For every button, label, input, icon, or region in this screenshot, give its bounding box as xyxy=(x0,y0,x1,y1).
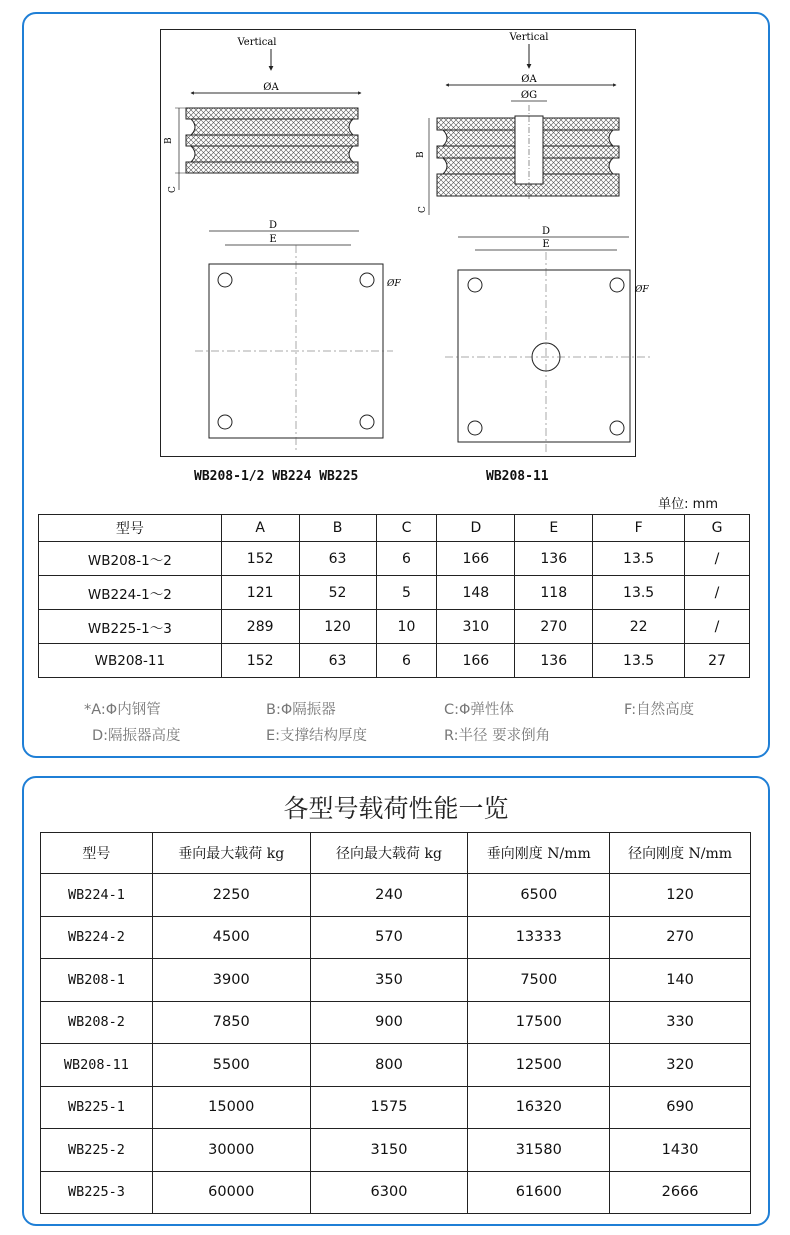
table-cell: 289 xyxy=(221,610,299,644)
table-cell: 13.5 xyxy=(593,576,685,610)
dim-a-label-left: ØA xyxy=(263,82,279,93)
table-cell: 350 xyxy=(310,959,468,1002)
dim-d-label-right: D xyxy=(541,226,551,237)
table-cell: 6 xyxy=(376,644,437,678)
table-row xyxy=(41,1086,751,1129)
dim-d-label-left: D xyxy=(268,220,278,231)
right-plan-view xyxy=(445,226,651,455)
table-cell: 15000 xyxy=(152,1086,310,1129)
table-cell: WB225-3 xyxy=(41,1171,153,1214)
left-plan-view xyxy=(195,220,401,450)
table-cell: WB224-1 xyxy=(41,874,153,917)
table-cell: 5500 xyxy=(152,1044,310,1087)
table-cell: 120 xyxy=(299,610,376,644)
table-cell: 10 xyxy=(376,610,437,644)
table-cell: 270 xyxy=(515,610,593,644)
table-cell: 330 xyxy=(610,1001,751,1044)
table-cell: WB225-2 xyxy=(41,1129,153,1172)
table-row xyxy=(41,1171,751,1214)
table-cell: 16320 xyxy=(468,1086,610,1129)
table-cell: WB208-11 xyxy=(39,644,222,678)
table-cell: 13.5 xyxy=(593,644,685,678)
table-cell: 121 xyxy=(221,576,299,610)
table-cell: WB208-2 xyxy=(41,1001,153,1044)
col-header: F xyxy=(593,515,685,542)
table-row xyxy=(41,1044,751,1087)
table-cell: 61600 xyxy=(468,1171,610,1214)
dim-f-label-right: ØF xyxy=(635,285,649,295)
col-header: 型号 xyxy=(41,833,153,874)
table-cell: 5 xyxy=(376,576,437,610)
table-row xyxy=(41,1001,751,1044)
table-cell: WB224-2 xyxy=(41,916,153,959)
table-cell: 6300 xyxy=(310,1171,468,1214)
dim-a-label-right: ØA xyxy=(521,74,537,85)
table-cell: 240 xyxy=(310,874,468,917)
unit-label: 单位: mm xyxy=(658,497,718,512)
vertical-label-right: Vertical xyxy=(509,32,549,43)
drawing-caption-left: WB208-1/2 WB224 WB225 xyxy=(194,469,359,484)
table-row xyxy=(39,576,750,610)
vertical-label-left: Vertical xyxy=(237,37,277,48)
load-section-title: 各型号载荷性能一览 xyxy=(283,794,509,823)
table-cell: 1430 xyxy=(610,1129,751,1172)
drawing-svg xyxy=(161,30,649,458)
table-row xyxy=(39,610,750,644)
note-r: R:半径 要求倒角 xyxy=(444,728,551,744)
col-header: A xyxy=(221,515,299,542)
table-header-row xyxy=(41,833,751,874)
table-cell: 136 xyxy=(515,644,593,678)
dim-g-label: ØG xyxy=(520,90,538,101)
table-cell: 148 xyxy=(437,576,515,610)
table-cell: WB225-1 xyxy=(41,1086,153,1129)
table-cell: 3150 xyxy=(310,1129,468,1172)
table-row xyxy=(39,542,750,576)
table-cell: 6500 xyxy=(468,874,610,917)
load-table xyxy=(40,832,751,1214)
col-header: B xyxy=(299,515,376,542)
table-row xyxy=(41,959,751,1002)
note-b: B:Φ隔振器 xyxy=(266,702,336,718)
table-cell: 30000 xyxy=(152,1129,310,1172)
table-cell: 152 xyxy=(221,644,299,678)
table-cell: 166 xyxy=(437,542,515,576)
right-side-view xyxy=(416,32,619,215)
table-cell: 166 xyxy=(437,644,515,678)
table-cell: 3900 xyxy=(152,959,310,1002)
col-header: G xyxy=(685,515,750,542)
spec-panel xyxy=(22,12,770,758)
dim-e-label-left: E xyxy=(269,234,277,245)
col-header: 径向刚度 N/mm xyxy=(610,833,751,874)
table-cell: 13.5 xyxy=(593,542,685,576)
table-cell: 7850 xyxy=(152,1001,310,1044)
table-cell: 52 xyxy=(299,576,376,610)
note-f: F:自然高度 xyxy=(624,702,695,718)
table-cell: 60000 xyxy=(152,1171,310,1214)
table-cell: 1575 xyxy=(310,1086,468,1129)
table-cell: 270 xyxy=(610,916,751,959)
note-c: C:Φ弹性体 xyxy=(444,702,514,718)
table-cell: 6 xyxy=(376,542,437,576)
table-cell: 7500 xyxy=(468,959,610,1002)
left-side-view xyxy=(164,37,361,193)
table-header-row xyxy=(39,515,750,542)
table-cell: 63 xyxy=(299,644,376,678)
dim-b-label-left: B xyxy=(164,137,174,144)
table-cell: 12500 xyxy=(468,1044,610,1087)
dimension-table xyxy=(38,514,750,678)
table-cell: 900 xyxy=(310,1001,468,1044)
table-cell: 63 xyxy=(299,542,376,576)
dim-b-label-right: B xyxy=(416,151,426,158)
col-header: 型号 xyxy=(39,515,222,542)
dim-f-label-left: ØF xyxy=(387,279,401,289)
dim-c-label-left: C xyxy=(168,186,178,193)
table-cell: WB208-11 xyxy=(41,1044,153,1087)
dim-e-label-right: E xyxy=(542,239,550,250)
table-row xyxy=(41,874,751,917)
col-header: 径向最大载荷 kg xyxy=(310,833,468,874)
table-cell: / xyxy=(685,576,750,610)
table-cell: 2250 xyxy=(152,874,310,917)
table-row xyxy=(41,916,751,959)
table-cell: 690 xyxy=(610,1086,751,1129)
dim-c-label-right: C xyxy=(418,206,428,213)
table-cell: 310 xyxy=(437,610,515,644)
load-panel xyxy=(22,776,770,1226)
col-header: D xyxy=(437,515,515,542)
table-cell: 4500 xyxy=(152,916,310,959)
table-cell: 570 xyxy=(310,916,468,959)
table-cell: 17500 xyxy=(468,1001,610,1044)
col-header: E xyxy=(515,515,593,542)
col-header: 垂向刚度 N/mm xyxy=(468,833,610,874)
note-a: *A:Φ内钢管 xyxy=(84,702,161,718)
col-header: 垂向最大载荷 kg xyxy=(152,833,310,874)
table-cell: 31580 xyxy=(468,1129,610,1172)
table-cell: 140 xyxy=(610,959,751,1002)
table-row xyxy=(41,1129,751,1172)
table-cell: WB225-1～3 xyxy=(39,610,222,644)
table-cell: 27 xyxy=(685,644,750,678)
col-header: C xyxy=(376,515,437,542)
table-cell: 2666 xyxy=(610,1171,751,1214)
table-row xyxy=(39,644,750,678)
drawing-caption-right: WB208-11 xyxy=(486,469,549,484)
table-cell: 136 xyxy=(515,542,593,576)
table-cell: WB224-1～2 xyxy=(39,576,222,610)
table-cell: / xyxy=(685,542,750,576)
note-d: D:隔振器高度 xyxy=(92,728,181,744)
table-cell: 800 xyxy=(310,1044,468,1087)
table-cell: 152 xyxy=(221,542,299,576)
table-cell: 120 xyxy=(610,874,751,917)
technical-drawing xyxy=(160,29,649,457)
table-cell: 22 xyxy=(593,610,685,644)
table-cell: 13333 xyxy=(468,916,610,959)
table-cell: 320 xyxy=(610,1044,751,1087)
note-e: E:支撑结构厚度 xyxy=(266,728,368,744)
table-cell: 118 xyxy=(515,576,593,610)
table-cell: / xyxy=(685,610,750,644)
table-cell: WB208-1～2 xyxy=(39,542,222,576)
table-cell: WB208-1 xyxy=(41,959,153,1002)
